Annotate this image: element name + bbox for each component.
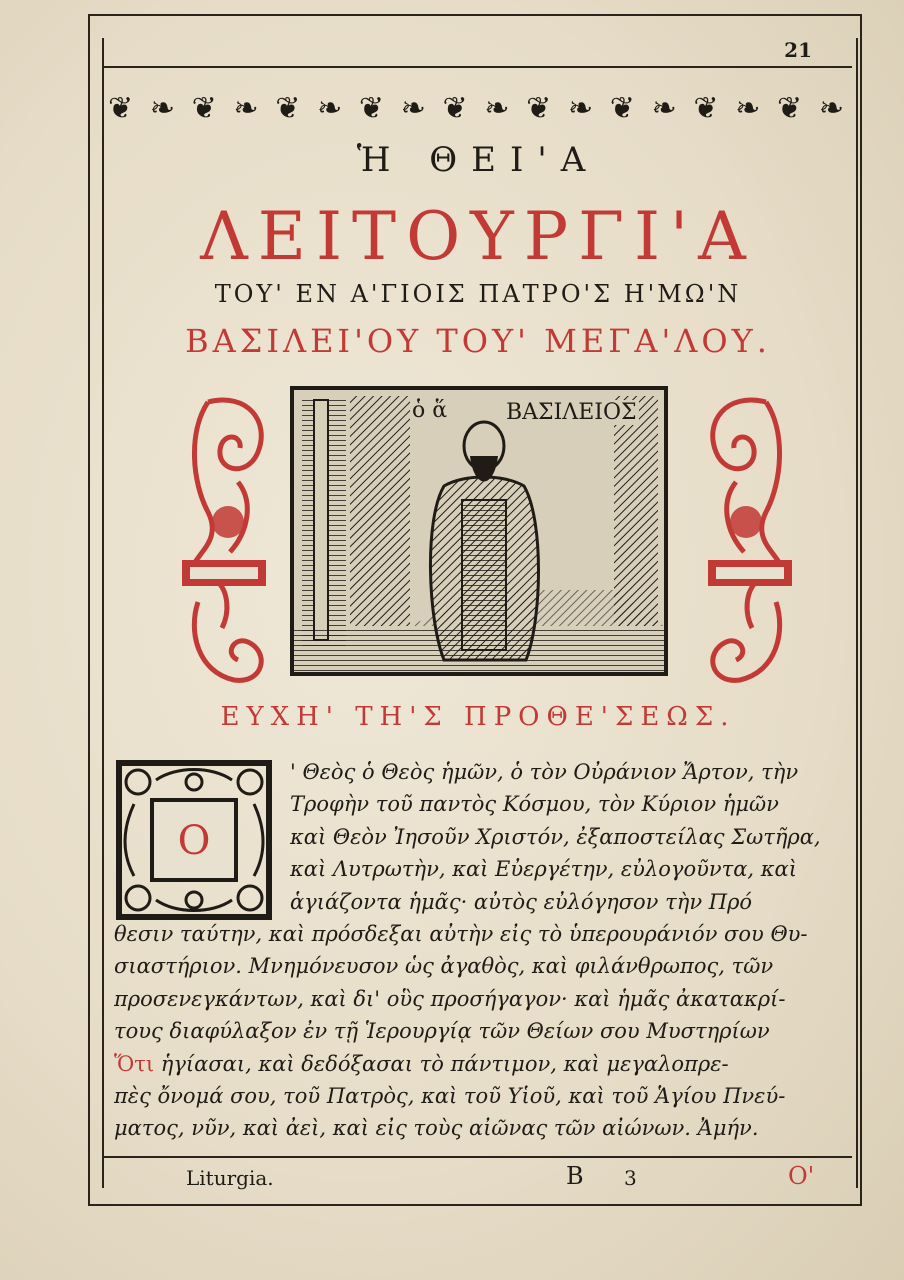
saint-figure-icon xyxy=(294,390,664,672)
fleuron-icon: ❦ xyxy=(693,90,719,126)
title-line-1: Ἡ ΘΕΙ'Α xyxy=(356,140,600,180)
text-line: ματος, νῦν, καὶ ἀεὶ, καὶ εἰς τοὺς αἰῶνας τῶν αἰώνων. Ἀμήν. xyxy=(114,1116,759,1141)
text-line xyxy=(114,1048,850,1080)
bottom-rule xyxy=(104,1156,852,1158)
text-line: καὶ Λυτρωτὴν, καὶ Εὐεργέτην, εὐλογοῦντα, καὶ xyxy=(290,857,797,882)
fleuron-icon: ❧ xyxy=(651,90,677,126)
sheet-number: 3 xyxy=(624,1166,637,1190)
title-line-3: ΤΟΥ' ΕΝ Α'ΓΙΟΙΣ ΠΑΤΡΟ'Σ Η'ΜΩ'Ν xyxy=(214,280,742,308)
fleuron-icon: ❧ xyxy=(317,90,343,126)
text-line: καὶ Θεὸν Ἰησοῦν Χριστόν, ἐξαποστείλας Σωτῆρα, xyxy=(290,824,821,849)
saint-basil-woodcut xyxy=(290,386,668,676)
text-line: σιαστήριον. Μνημόνευσον ὡς ἀγαθὸς, καὶ φιλάνθρωπος, τῶν xyxy=(114,954,774,979)
fleuron-icon: ❦ xyxy=(108,90,134,126)
fleuron-icon: ❧ xyxy=(400,90,426,126)
fleuron-icon: ❦ xyxy=(275,90,301,126)
fleuron-icon: ❧ xyxy=(818,90,844,126)
illustration-label-left: ὁ ἅ xyxy=(412,398,448,423)
title-line-2: ΛΕΙΤΟΥΡΓΙ'Α xyxy=(200,198,756,275)
fleuron-icon: ❧ xyxy=(484,90,510,126)
title-line-4: ΒΑΣΙΛΕΙ'ΟΥ ΤΟΥ' ΜΕΓΑ'ΛΟΥ. xyxy=(185,322,771,360)
drop-initial: Ο xyxy=(177,818,211,864)
fleuron-icon: ❧ xyxy=(567,90,594,126)
text-line: ' Θεὸς ὁ Θεὸς ἡμῶν, ὁ τὸν Οὐράνιον Ἄρτον, τὴν xyxy=(290,760,799,784)
text-line: τους διαφύλαξον ἐν τῇ Ἱερουργίᾳ τῶν Θείων σου Μυστηρίων xyxy=(114,1019,770,1044)
fleuron-icon: ❦ xyxy=(442,90,468,126)
fleuron-band xyxy=(108,86,844,130)
text-line: Τροφὴν τοῦ παντὸς Κόσμου, τὸν Κύριον ἡμῶν xyxy=(290,792,779,817)
fleuron-icon: ❧ xyxy=(149,90,175,126)
fleuron-icon: ❦ xyxy=(777,90,803,126)
ekphonesis-red: Ὅτι xyxy=(114,1051,155,1076)
footer-signature: Liturgia. xyxy=(186,1166,274,1190)
illustration-label-right: ΒΑΣΙΛΕΙΟΣ xyxy=(506,400,637,425)
page-number: 21 xyxy=(784,38,812,62)
fleuron-icon: ❦ xyxy=(609,90,635,126)
scroll-ornament-icon xyxy=(178,392,274,688)
text-line: πὲς ὄνομά σου, τοῦ Πατρὸς, καὶ τοῦ Υἱοῦ, καὶ τοῦ Ἁγίου Πνεύ- xyxy=(114,1083,786,1108)
page-footer xyxy=(104,1162,852,1198)
text-line: προσενεγκάντων, καὶ δι' οὓς προσήγαγον· καὶ ἡμᾶς ἀκατακρί- xyxy=(114,986,786,1011)
text-line: θεσιν ταύτην, καὶ πρόσδεξαι αὐτὴν εἰς τὸ ὑπερουράνιόν σου Θυ- xyxy=(114,921,808,946)
section-heading: ΕΥΧΗ' ΤΗ'Σ ΠΡΟΘΕ'ΣΕΩΣ. xyxy=(220,702,736,732)
ekphonesis-rest: ἡγίασαι, καὶ δεδόξασαι τὸ πάντιμον, καὶ μεγαλοπρε- xyxy=(154,1051,729,1076)
text-line: ἁγιάζοντα ἡμᾶς· αὐτὸς εὐλόγησον τὴν Πρό xyxy=(290,889,753,914)
fleuron-icon: ❦ xyxy=(358,90,385,126)
fleuron-icon: ❧ xyxy=(735,90,761,126)
sheet-mark: B xyxy=(566,1162,584,1190)
top-rule xyxy=(104,66,852,68)
fleuron-icon: ❦ xyxy=(526,90,552,126)
scroll-ornament-icon xyxy=(700,392,796,688)
catchword: Ο' xyxy=(788,1162,815,1190)
fleuron-icon: ❦ xyxy=(191,90,217,126)
prayer-text xyxy=(114,756,850,1145)
fleuron-icon: ❧ xyxy=(233,90,259,126)
